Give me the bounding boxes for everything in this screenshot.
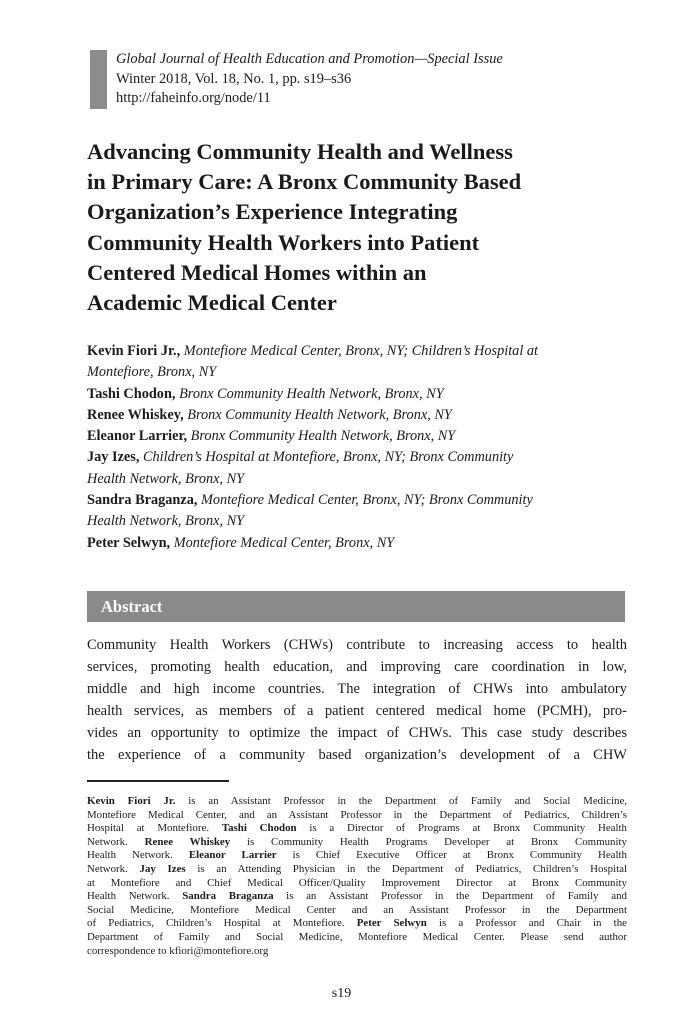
footnote-line (87, 877, 627, 891)
footnote-text: Network. (87, 862, 140, 875)
footnote-text: Health Network. (87, 849, 189, 862)
title-line: Centered Medical Homes within an (87, 259, 427, 285)
author-affiliation: Bronx Community Health Network, Bronx, NY (187, 406, 452, 423)
journal-name: Global Journal of Health Education and Promotion—Special Issue (116, 51, 503, 67)
abstract-body (87, 635, 627, 766)
footnote-line (87, 809, 627, 823)
abstract-line: health services, as members of a patient centered medical home (PCMH), pro- (87, 702, 627, 719)
footnote-text: Hospital at Montefiore. (87, 822, 222, 835)
author-entry (87, 533, 632, 554)
title-line: Advancing Community Health and Wellness (87, 139, 513, 164)
title-line: Organization’s Experience Integrating (87, 199, 458, 225)
footnote-line (87, 904, 627, 918)
footnote-author-name: Eleanor Larrier (188, 849, 277, 862)
author-name: Jay Izes, (87, 449, 140, 466)
author-affiliation: Children’s Hospital at Montefiore, Bronx, NY; Bronx Community (143, 449, 514, 466)
abstract-line: vides an opportunity to optimize the impact of CHWs. This case study describes (87, 724, 627, 741)
abstract-line: services, promoting health education, and improving care coordination in low, (87, 658, 627, 675)
author-name: Eleanor Larrier, (87, 428, 188, 445)
footnote-text: is Chief Executive Officer at Bronx Community Health (276, 849, 627, 862)
footnote-text: Network. (87, 835, 145, 848)
footnote-author-name: Sandra Braganza (182, 890, 274, 903)
footnote-author-name: Renee Whiskey (144, 835, 231, 848)
header-accent-bar (90, 50, 107, 109)
abstract-heading: Abstract (87, 591, 625, 622)
footnote-author-name: Kevin Fiori Jr. (87, 795, 176, 807)
footnote-author-name: Tashi Chodon (221, 822, 297, 835)
author-entry (87, 490, 632, 511)
footnote-divider (87, 780, 229, 782)
author-affiliation-cont: Health Network, Bronx, NY (87, 470, 245, 487)
footnote-author-name: Peter Selwyn (356, 917, 427, 930)
footnote-text: at Montefiore and Chief Medical Officer/Quality Improvement Director at Bronx Community (87, 876, 627, 889)
footnote-text: is Community Health Programs Developer at Bronx Community (230, 835, 627, 848)
journal-url[interactable]: http://faheinfo.org/node/11 (116, 90, 271, 106)
abstract-line: Community Health Workers (CHWs) contribute to increasing access to health (87, 637, 627, 653)
footnote-line (87, 795, 627, 809)
author-affiliation-cont: Health Network, Bronx, NY (87, 513, 245, 530)
author-name: Renee Whiskey, (87, 406, 184, 423)
title-line: Academic Medical Center (87, 290, 337, 316)
author-name: Sandra Braganza, (87, 492, 198, 509)
author-name: Tashi Chodon, (87, 385, 176, 402)
footnote-line (87, 863, 627, 877)
header-text (116, 50, 503, 109)
footnote-text: Health Network. (87, 890, 183, 903)
title-line: Community Health Workers into Patient (87, 229, 480, 255)
footnote-text: correspondence to kfiori@montefiore.org (87, 944, 269, 957)
footnote-line (87, 917, 627, 931)
author-affiliation: Montefiore Medical Center, Bronx, NY (173, 534, 395, 551)
footnote-text: Social Medicine, Montefiore Medical Center and an Assistant Professor in the Department (87, 903, 627, 916)
author-affiliation: Bronx Community Health Network, Bronx, NY (179, 385, 444, 402)
author-affiliation-cont: Montefiore, Bronx, NY (87, 364, 217, 381)
journal-header (90, 50, 503, 109)
footnote-text: is a Director of Programs at Bronx Community Health (296, 822, 627, 835)
footnote-text: of Pediatrics, Children’s Hospital at Montefiore. (87, 917, 357, 930)
footnote-line (87, 931, 627, 945)
author-affiliation: Montefiore Medical Center, Bronx, NY; Bronx Community (201, 492, 533, 509)
author-affiliation: Bronx Community Health Network, Bronx, NY (190, 428, 456, 445)
footnote-text: is an Assistant Professor in the Department of Family and (273, 890, 627, 903)
issue-info: Winter 2018, Vol. 18, No. 1, pp. s19–s36 (116, 70, 352, 87)
author-footnote (87, 795, 627, 958)
footnote-line (87, 945, 627, 959)
footnote-text: Department of Family and Social Medicine, Montefiore Medical Center. Please send author (87, 930, 627, 943)
page-number: s19 (331, 986, 352, 1001)
footnote-line (87, 836, 627, 850)
footnote-line (87, 822, 627, 836)
article-title (87, 137, 627, 318)
footnote-author-name: Jay Izes (139, 862, 186, 875)
author-affiliation: Montefiore Medical Center, Bronx, NY; Children’s Hospital at (183, 343, 538, 359)
footnote-line (87, 890, 627, 904)
footnote-text: is an Assistant Professor in the Department of Family and Social Medicine, (175, 795, 627, 807)
footnote-text: is an Attending Physician in the Department of Pediatrics, Children’s Hospital (185, 862, 627, 875)
author-entry (87, 405, 632, 426)
abstract-line: middle and high income countries. The integration of CHWs into ambulatory (87, 680, 627, 697)
author-entry (87, 341, 632, 362)
author-name: Peter Selwyn, (87, 534, 171, 551)
author-entry (87, 384, 632, 405)
abstract-line: the experience of a community based organization’s development of a CHW (87, 746, 627, 763)
author-list (87, 341, 632, 554)
author-entry (87, 426, 632, 447)
author-name: Kevin Fiori Jr., (87, 343, 181, 359)
title-line: in Primary Care: A Bronx Community Based (87, 169, 522, 195)
footnote-text: Montefiore Medical Center, and an Assistant Professor in the Department of Pediatrics, Children’s (87, 808, 627, 821)
author-entry (87, 447, 632, 468)
footnote-line (87, 849, 627, 863)
footnote-text: is a Professor and Chair in the (426, 917, 627, 930)
